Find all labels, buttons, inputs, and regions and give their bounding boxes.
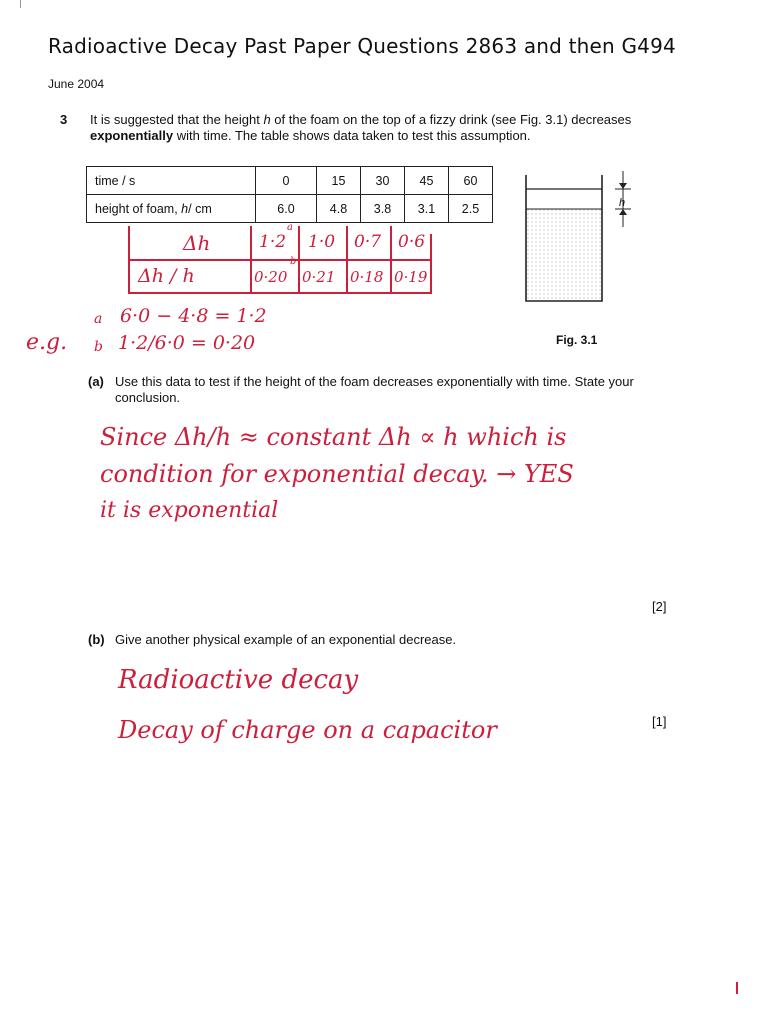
h-label: h (619, 197, 626, 209)
scan-mark (20, 0, 21, 8)
hand-note-a: a (287, 222, 293, 233)
part-b-answer-line-1: Radioactive decay (118, 665, 359, 695)
stem-text-2: of the foam on the top of a fizzy drink (see Fig. 3.1) decreases (270, 112, 632, 127)
pen-mark (736, 982, 738, 994)
question-stem (90, 112, 690, 144)
eg-label: e.g. (26, 330, 68, 355)
table-cell-height: 4.8 (317, 195, 361, 223)
table-cell-time: 45 (405, 167, 449, 195)
table-cell-height: 3.1 (405, 195, 449, 223)
height-label-text: height of foam, (95, 201, 182, 216)
drink-liquid (526, 209, 602, 301)
part-a-label: (a) (88, 374, 104, 389)
table-cell-height: 3.8 (361, 195, 405, 223)
arrow-up-icon (619, 209, 627, 215)
part-b-label: (b) (88, 632, 105, 647)
stem-text-1: It is suggested that the height (90, 112, 264, 127)
example-tag-b: b (94, 339, 103, 355)
table-label-time: time / s (87, 167, 256, 195)
part-a-answer-line-1: Since Δh/h ≈ constant Δh ∝ h which is (100, 423, 567, 451)
table-cell-time: 30 (361, 167, 405, 195)
table-row-time (87, 167, 493, 195)
hand-line (130, 292, 430, 294)
arrow-down-icon (619, 183, 627, 189)
hand-label-dh: Δh (183, 231, 211, 255)
height-label-unit: / cm (188, 201, 212, 216)
example-tag-a: a (94, 311, 103, 327)
table-cell-time: 0 (256, 167, 317, 195)
figure-caption: Fig. 3.1 (556, 333, 598, 347)
part-b-text: Give another physical example of an exponential decrease. (115, 632, 457, 647)
beaker-figure (515, 165, 645, 315)
part-a-answer-line-2: condition for exponential decay. → YES (100, 460, 574, 488)
hand-line (298, 226, 300, 294)
document-title: Radioactive Decay Past Paper Questions 2863 and then G494 (48, 34, 676, 58)
data-table (86, 166, 493, 223)
hand-cell-ratio: 0·18 (350, 268, 384, 286)
hand-cell-dh: 1·0 (308, 232, 336, 252)
part-b-marks: [1] (652, 714, 667, 729)
table-cell-height: 6.0 (256, 195, 317, 223)
stem-variable-h: h (263, 112, 271, 127)
height-label-h: h (181, 201, 189, 216)
stem-text-3: with time. The table shows data taken to test this assumption. (173, 128, 531, 143)
hand-cell-ratio: 0·20 (254, 268, 288, 286)
table-cell-height: 2.5 (449, 195, 493, 223)
part-a-marks: [2] (652, 599, 667, 614)
example-line-a: 6·0 − 4·8 = 1·2 (120, 305, 267, 327)
hand-cell-ratio: 0·19 (394, 268, 428, 286)
stem-bold-word: exponentially (90, 128, 174, 143)
hand-cell-dh: 0·7 (354, 232, 382, 252)
hand-note-b: b (290, 256, 297, 267)
part-a-answer-line-3: it is exponential (100, 498, 279, 523)
hand-cell-ratio: 0·21 (302, 268, 336, 286)
handwritten-table (128, 222, 438, 294)
hand-cell-dh: 1·2 (259, 232, 287, 252)
table-cell-time: 15 (317, 167, 361, 195)
table-cell-time: 60 (449, 167, 493, 195)
hand-line (430, 234, 432, 294)
hand-line (346, 226, 348, 294)
part-b-answer-line-2: Decay of charge on a capacitor (118, 716, 497, 744)
table-label-height (87, 195, 256, 223)
hand-line (250, 226, 252, 294)
hand-cell-dh: 0·6 (398, 232, 426, 252)
part-a-text: Use this data to test if the height of the foam decreases exponentially with time. State your conclusion. (115, 374, 634, 405)
example-line-b: 1·2/6·0 = 0·20 (118, 332, 256, 354)
hand-line (390, 226, 392, 294)
exam-date: June 2004 (48, 77, 105, 91)
hand-label-dh-over-h: Δh / h (138, 265, 195, 287)
question-number: 3 (60, 112, 68, 127)
table-row-height (87, 195, 493, 223)
hand-line (130, 259, 430, 261)
